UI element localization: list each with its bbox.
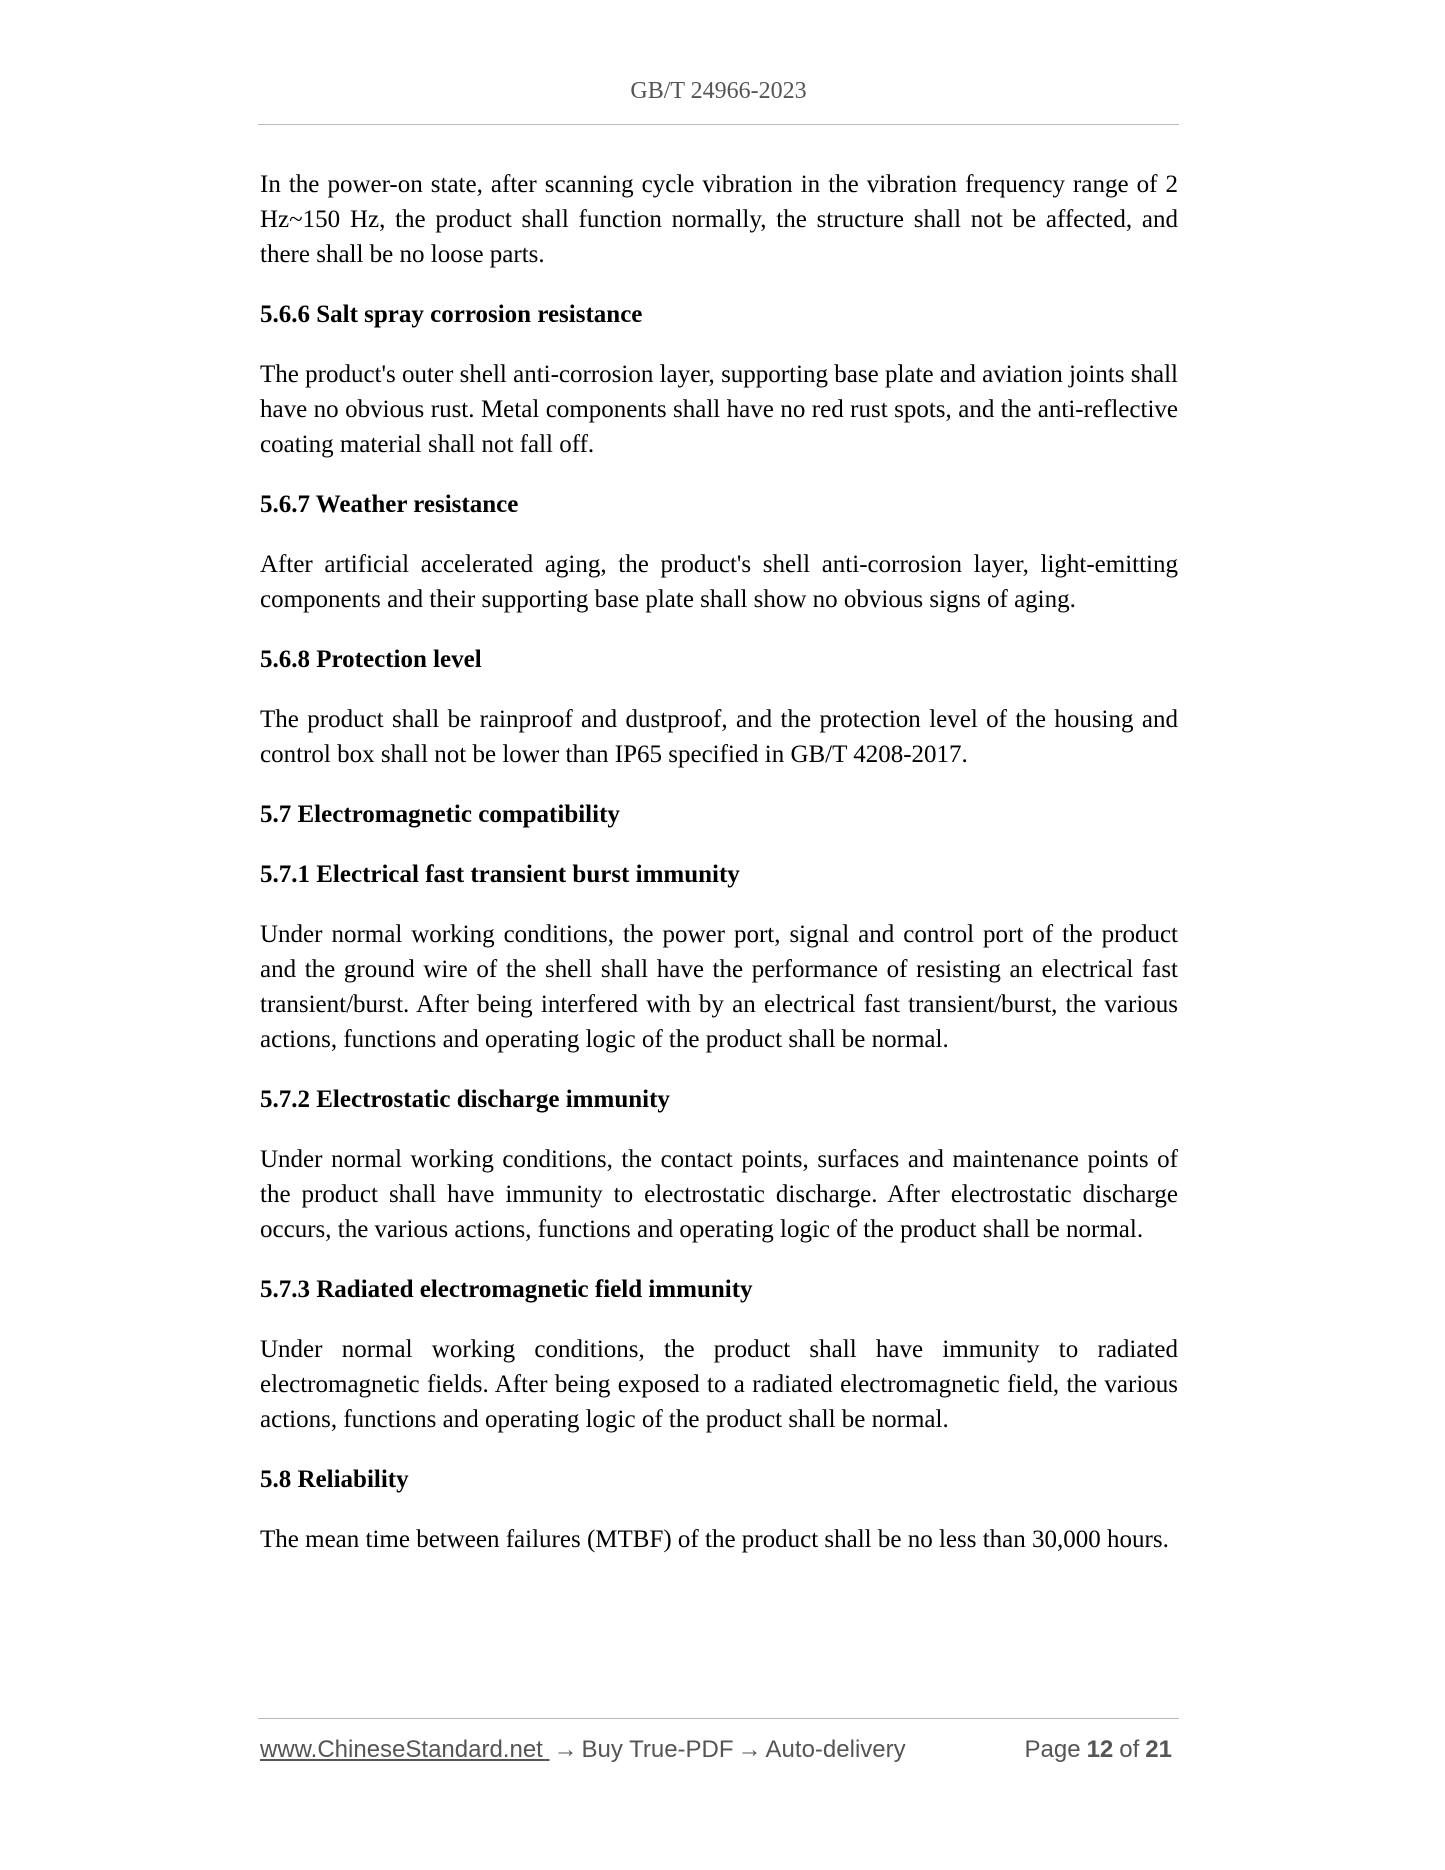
- paragraph: Under normal working conditions, the contact points, surfaces and maintenance points of the product shall have immunity to electrostatic discharge. After electrostatic discharge occurs, the various actions, functions and operating logic of the product shall be normal.: [260, 1146, 1178, 1243]
- of-label: of: [1119, 1736, 1140, 1763]
- section-heading-5-7-1: 5.7.1 Electrical fast transient burst immunity: [260, 861, 740, 888]
- header-divider: [258, 124, 1179, 125]
- paragraph: Under normal working conditions, the product shall have immunity to radiated electromagnetic fields. After being exposed to a radiated electromagnetic field, the various actions, functions and operating logic of the product shall be normal.: [260, 1336, 1178, 1433]
- section-heading-5-6-8: 5.6.8 Protection level: [260, 646, 482, 673]
- section-heading-5-6-6: 5.6.6 Salt spray corrosion resistance: [260, 301, 643, 328]
- section-heading-5-7-2: 5.7.2 Electrostatic discharge immunity: [260, 1086, 670, 1113]
- current-page-number: 12: [1086, 1736, 1114, 1763]
- paragraph: Under normal working conditions, the power port, signal and control port of the product and the ground wire of the shell shall have the performance of resisting an electrical fast transient/burst. After being interfered with by an electrical fast transient/burst, the various actions, functions and operating logic of the product shall be normal.: [260, 921, 1178, 1053]
- page-number: [1025, 1736, 1178, 1764]
- paragraph: The product's outer shell anti-corrosion layer, supporting base plate and aviation joints shall have no obvious rust. Metal components shall have no red rust spots, and the anti-reflective coating material shall not fall off.: [260, 361, 1178, 458]
- footer-purchase-info: [260, 1736, 906, 1764]
- section-heading-5-7-3: 5.7.3 Radiated electromagnetic field immunity: [260, 1276, 753, 1303]
- paragraph: In the power-on state, after scanning cycle vibration in the vibration frequency range of 2 Hz~150 Hz, the product shall function normally, the structure shall not be affected, and there shall be no loose parts.: [260, 171, 1178, 268]
- page-body: [260, 167, 1178, 1582]
- section-heading-5-7: 5.7 Electromagnetic compatibility: [260, 801, 620, 828]
- chinese-standard-link[interactable]: www.ChineseStandard.net: [260, 1736, 550, 1763]
- paragraph: After artificial accelerated aging, the product's shell anti-corrosion layer, light-emitting components and their supporting base plate shall show no obvious signs of aging.: [260, 551, 1178, 613]
- page-header-doc-id: GB/T 24966-2023: [630, 78, 807, 104]
- auto-delivery-text: Auto-delivery: [765, 1736, 906, 1763]
- section-heading-5-8: 5.8 Reliability: [260, 1466, 409, 1493]
- paragraph: The product shall be rainproof and dustproof, and the protection level of the housing and control box shall not be lower than IP65 specified in GB/T 4208-2017.: [260, 706, 1178, 768]
- section-heading-5-6-7: 5.6.7 Weather resistance: [260, 491, 519, 518]
- footer-divider: [258, 1718, 1179, 1719]
- right-arrow-icon: →: [737, 1736, 762, 1763]
- page-label: Page: [1024, 1736, 1081, 1763]
- right-arrow-icon: →: [553, 1736, 578, 1763]
- total-page-count: 21: [1145, 1736, 1172, 1763]
- paragraph: The mean time between failures (MTBF) of the product shall be no less than 30,000 hours.: [260, 1526, 1169, 1553]
- buy-true-pdf-text: Buy True-PDF: [581, 1736, 734, 1763]
- page-footer: [260, 1736, 1178, 1770]
